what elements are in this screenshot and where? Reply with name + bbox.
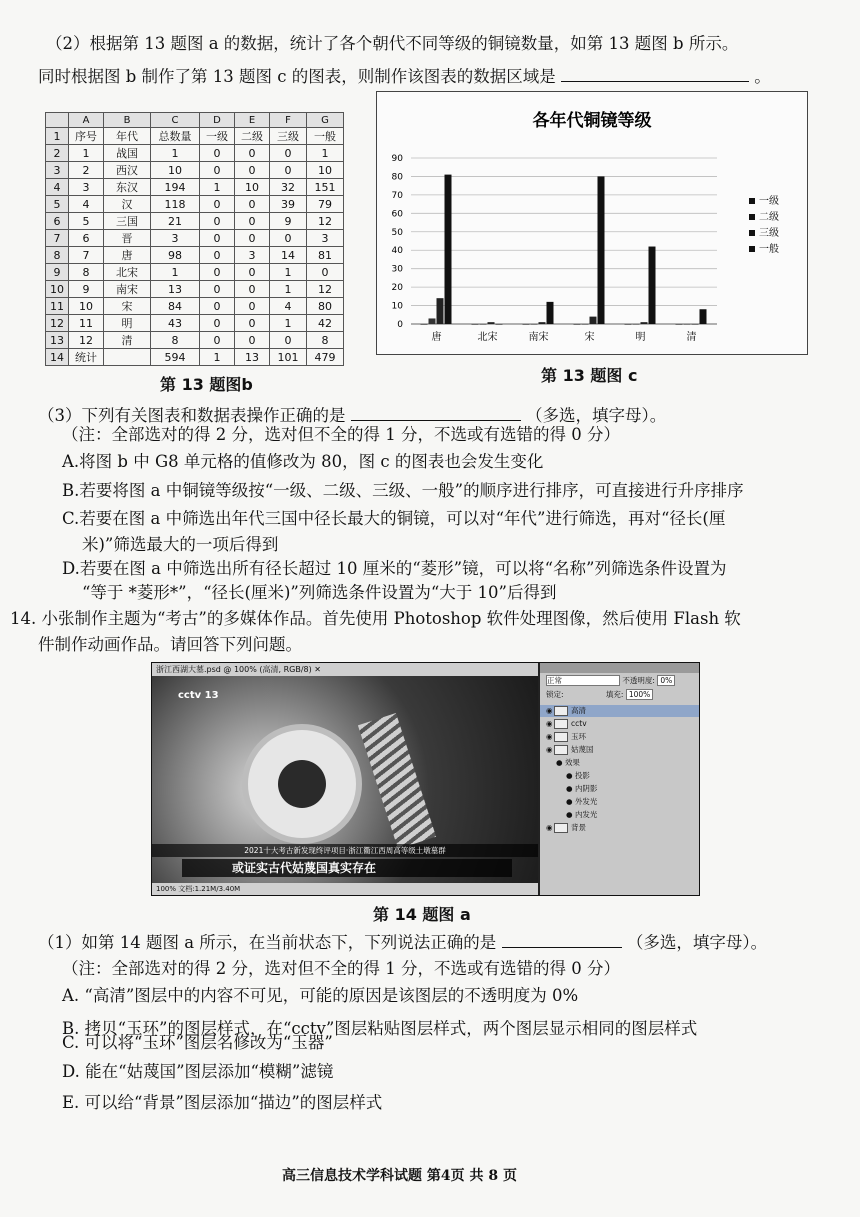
table-cell[interactable]: 12 <box>69 332 104 349</box>
y-tick-label: 90 <box>391 154 403 164</box>
table-cell[interactable]: 81 <box>307 247 344 264</box>
table-cell[interactable]: 4 <box>270 298 307 315</box>
layer-name: 内发光 <box>574 810 598 819</box>
x-tick-label: 北宋 <box>477 332 498 343</box>
column-header[interactable]: D <box>200 113 235 128</box>
table-cell[interactable]: 年代 <box>104 128 151 145</box>
table-row <box>46 162 344 179</box>
bar <box>649 247 656 324</box>
cctv-logo: cctv 13 <box>178 690 219 701</box>
table-cell[interactable]: 39 <box>270 196 307 213</box>
table-cell[interactable]: 1 <box>270 264 307 281</box>
opacity-field[interactable]: 0% <box>657 675 675 686</box>
bar <box>574 324 581 325</box>
layer-name: 效果 <box>564 758 580 767</box>
bar <box>547 302 554 324</box>
q14-part1-stem-end: （多选，填字母）。 <box>626 933 768 952</box>
bar <box>692 324 699 325</box>
bar <box>480 324 487 325</box>
layer-row[interactable] <box>540 757 699 769</box>
bar <box>590 317 597 324</box>
row-number[interactable]: 10 <box>46 281 69 298</box>
q14-option-a: A. “高清”图层中的内容不可见，可能的原因是该图层的不透明度为 0% <box>62 986 579 1005</box>
table-cell[interactable]: 0 <box>307 264 344 281</box>
table-cell[interactable]: 101 <box>270 349 307 366</box>
q13-part3-stem-end: （多选，填字母）。 <box>526 406 667 425</box>
table-cell[interactable]: 0 <box>235 162 270 179</box>
bar <box>488 322 495 324</box>
table-cell[interactable]: 7 <box>69 247 104 264</box>
jade-ring-image <box>242 724 362 844</box>
layer-row[interactable] <box>540 731 699 743</box>
table-cell[interactable]: 0 <box>270 332 307 349</box>
table-cell[interactable]: 宋 <box>104 298 151 315</box>
table-cell[interactable]: 1 <box>151 145 200 162</box>
layer-thumbnail <box>554 745 568 755</box>
table-cell[interactable]: 151 <box>307 179 344 196</box>
document-tab[interactable]: 浙江西湖大墓.psd @ 100% (高清, RGB/8) ✕ <box>152 663 538 676</box>
table-cell[interactable]: 0 <box>200 213 235 230</box>
table-cell[interactable]: 0 <box>200 247 235 264</box>
bead-string-image <box>358 713 436 849</box>
legend-label: 一般 <box>759 244 779 255</box>
layer-name: 玉环 <box>571 732 586 741</box>
table-cell[interactable]: 13 <box>151 281 200 298</box>
table-cell[interactable]: 0 <box>200 196 235 213</box>
row-number[interactable]: 7 <box>46 230 69 247</box>
table-cell[interactable]: 84 <box>151 298 200 315</box>
q13-option-c-line1: C.若要在图 a 中筛选出年代三国中径长最大的铜镜，可以对“年代”进行筛选，再对“径长(厘 <box>62 509 726 528</box>
fill-field[interactable]: 100% <box>626 689 653 700</box>
layer-row[interactable] <box>540 705 699 717</box>
table-row <box>46 264 344 281</box>
table-cell[interactable]: 1 <box>69 145 104 162</box>
table-cell[interactable]: 1 <box>270 281 307 298</box>
table-cell[interactable]: 3 <box>69 179 104 196</box>
q13-part3-note: （注：全部选对的得 2 分，选对但不全的得 1 分，不选或有选错的得 0 分） <box>62 425 620 444</box>
layer-row[interactable] <box>540 783 699 795</box>
effect-bullet-icon: ● <box>556 758 565 767</box>
table-cell[interactable]: 79 <box>307 196 344 213</box>
layer-row[interactable] <box>540 809 699 821</box>
q13-option-d-line2: “等于 *菱形*”，“径长(厘米)”列筛选条件设置为“大于 10”后得到 <box>82 583 557 602</box>
table-cell[interactable]: 0 <box>235 315 270 332</box>
table-cell[interactable]: 1 <box>200 349 235 366</box>
table-cell[interactable]: 13 <box>235 349 270 366</box>
table-cell[interactable]: 三级 <box>270 128 307 145</box>
x-tick-label: 明 <box>635 332 646 343</box>
table-cell[interactable]: 一般 <box>307 128 344 145</box>
table-cell[interactable]: 0 <box>200 298 235 315</box>
table-cell[interactable]: 9 <box>69 281 104 298</box>
table-cell[interactable]: 98 <box>151 247 200 264</box>
table-cell[interactable]: 0 <box>200 264 235 281</box>
column-header[interactable]: C <box>151 113 200 128</box>
table-cell[interactable]: 清 <box>104 332 151 349</box>
table-cell[interactable]: 3 <box>307 230 344 247</box>
column-header-row <box>46 113 344 128</box>
q13-part2-stem: 同时根据图 b 制作了第 13 题图 c 的图表，则制作该图表的数据区域是 <box>38 67 556 86</box>
bar <box>523 324 530 325</box>
row-number[interactable]: 8 <box>46 247 69 264</box>
row-number[interactable]: 4 <box>46 179 69 196</box>
row-number[interactable]: 9 <box>46 264 69 281</box>
layer-row[interactable] <box>540 822 699 834</box>
lock-row <box>540 689 699 701</box>
table-cell[interactable]: 479 <box>307 349 344 366</box>
effect-bullet-icon: ● <box>566 771 575 780</box>
bar <box>641 322 648 324</box>
table-cell[interactable]: 晋 <box>104 230 151 247</box>
status-bar: 100% 文档:1.21M/3.40M <box>152 883 538 895</box>
visibility-eye-icon[interactable]: ◉ <box>546 732 553 741</box>
visibility-eye-icon[interactable]: ◉ <box>546 823 553 832</box>
chart-title: 各年代铜镜等级 <box>532 111 652 131</box>
table-cell[interactable]: 0 <box>200 315 235 332</box>
table-cell[interactable]: 3 <box>151 230 200 247</box>
table-cell[interactable]: 21 <box>151 213 200 230</box>
effect-bullet-icon: ● <box>566 810 575 819</box>
row-number[interactable]: 6 <box>46 213 69 230</box>
row-number[interactable]: 11 <box>46 298 69 315</box>
bar <box>598 176 605 324</box>
blend-mode-select[interactable]: 正常 <box>546 675 620 686</box>
table-cell[interactable]: 42 <box>307 315 344 332</box>
table-cell[interactable]: 二级 <box>235 128 270 145</box>
table-row <box>46 128 344 145</box>
bar <box>684 324 691 325</box>
table-cell[interactable]: 0 <box>200 332 235 349</box>
bar <box>700 309 707 324</box>
q13-part2-end: 。 <box>754 67 771 86</box>
row-number[interactable]: 3 <box>46 162 69 179</box>
table-cell[interactable]: 0 <box>235 264 270 281</box>
table-cell[interactable]: 1 <box>151 264 200 281</box>
column-header[interactable]: G <box>307 113 344 128</box>
y-tick-label: 70 <box>391 190 403 201</box>
table-row <box>46 315 344 332</box>
y-tick-label: 40 <box>391 246 403 257</box>
table-row <box>46 230 344 247</box>
q13-option-b: B.若要将图 a 中铜镜等级按“一级、二级、三级、一般”的顺序进行排序，可直接进行升序排序 <box>62 481 744 500</box>
column-header[interactable]: A <box>69 113 104 128</box>
table-row <box>46 247 344 264</box>
row-number[interactable]: 13 <box>46 332 69 349</box>
table-cell[interactable]: 1 <box>270 315 307 332</box>
q14-part1-note: （注：全部选对的得 2 分，选对但不全的得 1 分，不选或有选错的得 0 分） <box>62 959 620 978</box>
legend-swatch <box>749 230 755 236</box>
q13-part2-line2 <box>38 63 771 88</box>
table-cell[interactable]: 10 <box>235 179 270 196</box>
table-cell[interactable]: 10 <box>307 162 344 179</box>
column-header[interactable]: F <box>270 113 307 128</box>
bar <box>531 324 538 325</box>
q14-option-d: D. 能在“姑蔑国”图层添加“模糊”滤镜 <box>62 1062 334 1081</box>
table-cell[interactable]: 1 <box>307 145 344 162</box>
answer-blank[interactable] <box>561 63 749 82</box>
q14-intro-line1: 14. 小张制作主题为“考古”的多媒体作品。首先使用 Photoshop 软件处理图像，然后使用 Flash 软 <box>10 609 741 628</box>
table-cell[interactable]: 东汉 <box>104 179 151 196</box>
table-cell[interactable]: 12 <box>307 281 344 298</box>
effect-bullet-icon: ● <box>566 797 575 806</box>
bar <box>437 298 444 324</box>
table-cell[interactable]: 北宋 <box>104 264 151 281</box>
y-tick-label: 30 <box>391 264 403 275</box>
table-cell[interactable]: 1 <box>200 179 235 196</box>
table-cell[interactable]: 0 <box>235 281 270 298</box>
table-cell[interactable]: 0 <box>270 145 307 162</box>
table-cell[interactable]: 0 <box>235 230 270 247</box>
table-cell[interactable]: 0 <box>200 281 235 298</box>
page-footer: 高三信息技术学科试题 第4页 共 8 页 <box>282 1168 517 1184</box>
table-row <box>46 298 344 315</box>
legend-label: 一级 <box>759 196 779 207</box>
layer-name: 高清 <box>571 706 586 715</box>
column-header[interactable]: E <box>235 113 270 128</box>
layer-thumbnail <box>554 719 568 729</box>
table-cell[interactable]: 0 <box>270 162 307 179</box>
legend-label: 二级 <box>759 212 779 223</box>
q13-part2-line1: （2）根据第 13 题图 a 的数据，统计了各个朝代不同等级的铜镜数量，如第 13 题图 b 所示。 <box>46 34 739 53</box>
spreadsheet-table <box>45 112 344 366</box>
table-cell[interactable]: 5 <box>69 213 104 230</box>
layer-row[interactable] <box>540 718 699 730</box>
table-cell[interactable]: 0 <box>235 196 270 213</box>
table-cell[interactable]: 6 <box>69 230 104 247</box>
corner-cell[interactable] <box>46 113 69 128</box>
table-cell[interactable]: 总数量 <box>151 128 200 145</box>
q14-option-e: E. 可以给“背景”图层添加“描边”的图层样式 <box>62 1093 383 1112</box>
y-tick-label: 20 <box>391 283 403 294</box>
news-headline: 或证实古代姑蔑国真实存在 <box>182 859 512 877</box>
figure-14a-caption: 第 14 题图 a <box>373 905 471 924</box>
q14-option-b: B. 拷贝“玉环”的图层样式，在“cctv”图层粘贴图层样式，两个图层显示相同的图层样式 <box>62 1019 698 1038</box>
bar <box>676 324 683 325</box>
image-canvas <box>152 676 538 883</box>
table-cell[interactable]: 3 <box>235 247 270 264</box>
bar <box>445 175 452 324</box>
table-cell[interactable]: 0 <box>235 298 270 315</box>
table-cell[interactable]: 10 <box>151 162 200 179</box>
row-number[interactable]: 1 <box>46 128 69 145</box>
layer-row[interactable] <box>540 796 699 808</box>
figure-b-caption: 第 13 题图b <box>160 375 253 394</box>
visibility-eye-icon[interactable]: ◉ <box>546 719 553 728</box>
news-ticker: 2021十大考古新发现终评项目·浙江衢江西周高等级土墩墓群 <box>152 844 538 857</box>
table-cell[interactable]: 32 <box>270 179 307 196</box>
q13-option-c-line2: 米)”筛选最大的一项后得到 <box>82 535 279 554</box>
table-cell[interactable]: 2 <box>69 162 104 179</box>
table-cell[interactable]: 43 <box>151 315 200 332</box>
layer-thumbnail <box>554 823 568 833</box>
table-cell[interactable]: 0 <box>200 162 235 179</box>
table-cell[interactable]: 80 <box>307 298 344 315</box>
table-cell[interactable]: 11 <box>69 315 104 332</box>
row-number[interactable]: 12 <box>46 315 69 332</box>
table-row <box>46 281 344 298</box>
y-tick-label: 10 <box>391 301 403 312</box>
q14-part1-stem: （1）如第 14 题图 a 所示，在当前状态下，下列说法正确的是 <box>38 933 497 952</box>
table-row <box>46 179 344 196</box>
row-number[interactable]: 14 <box>46 349 69 366</box>
table-cell[interactable]: 14 <box>270 247 307 264</box>
q14-intro-line2: 件制作动画作品。请回答下列问题。 <box>38 635 302 654</box>
row-number[interactable]: 5 <box>46 196 69 213</box>
photoshop-screenshot <box>151 662 700 896</box>
panel-tab[interactable] <box>540 663 699 673</box>
legend-swatch <box>749 246 755 252</box>
layer-row[interactable] <box>540 770 699 782</box>
table-cell[interactable]: 8 <box>69 264 104 281</box>
table-cell[interactable]: 8 <box>307 332 344 349</box>
table-cell[interactable]: 西汉 <box>104 162 151 179</box>
q14-option-c: C. 可以将“玉环”图层名修改为“玉器” <box>62 1033 333 1052</box>
table-cell[interactable]: 汉 <box>104 196 151 213</box>
table-cell[interactable]: 三国 <box>104 213 151 230</box>
bar <box>496 324 503 325</box>
table-cell[interactable]: 118 <box>151 196 200 213</box>
opacity-label: 不透明度: <box>622 676 655 685</box>
table-cell[interactable]: 594 <box>151 349 200 366</box>
chart-svg <box>377 92 807 354</box>
layer-name: 背景 <box>571 823 586 832</box>
layers-panel <box>540 663 699 895</box>
table-cell[interactable]: 8 <box>151 332 200 349</box>
layer-thumbnail <box>554 732 568 742</box>
table-cell[interactable]: 0 <box>235 145 270 162</box>
figure-c-caption: 第 13 题图 c <box>541 366 638 385</box>
bar-chart <box>376 91 808 355</box>
answer-blank[interactable] <box>502 929 622 948</box>
legend-label: 三级 <box>759 228 779 239</box>
table-row <box>46 196 344 213</box>
table-cell[interactable]: 一级 <box>200 128 235 145</box>
layer-name: 外发光 <box>574 797 598 806</box>
table-row <box>46 213 344 230</box>
table-row <box>46 145 344 162</box>
bar <box>421 324 428 325</box>
table-cell[interactable]: 0 <box>235 332 270 349</box>
x-tick-label: 清 <box>686 332 697 343</box>
table-cell[interactable]: 0 <box>200 145 235 162</box>
row-number[interactable]: 2 <box>46 145 69 162</box>
x-tick-label: 宋 <box>584 332 595 343</box>
table-cell[interactable]: 0 <box>270 230 307 247</box>
blend-row <box>540 675 699 687</box>
table-cell[interactable]: 10 <box>69 298 104 315</box>
answer-blank[interactable] <box>351 402 521 421</box>
effect-bullet-icon: ● <box>566 784 575 793</box>
table-cell[interactable]: 统计 <box>69 349 104 366</box>
legend-swatch <box>749 198 755 204</box>
bar <box>429 318 436 324</box>
layer-thumbnail <box>554 706 568 716</box>
layer-name: cctv <box>571 719 587 728</box>
q13-option-a: A.将图 b 中 G8 单元格的值修改为 80，图 c 的图表也会发生变化 <box>62 452 544 471</box>
table-cell[interactable]: 194 <box>151 179 200 196</box>
table-cell[interactable]: 唐 <box>104 247 151 264</box>
visibility-eye-icon[interactable]: ◉ <box>546 706 553 715</box>
layer-row[interactable] <box>540 744 699 756</box>
legend-swatch <box>749 214 755 220</box>
bar <box>582 324 589 325</box>
lock-label: 锁定: <box>546 690 564 699</box>
bar <box>539 322 546 324</box>
table-cell[interactable]: 南宋 <box>104 281 151 298</box>
table-cell[interactable]: 9 <box>270 213 307 230</box>
bar <box>472 324 479 325</box>
table-cell[interactable]: 序号 <box>69 128 104 145</box>
y-tick-label: 60 <box>391 209 403 220</box>
table-row <box>46 332 344 349</box>
table-cell[interactable]: 明 <box>104 315 151 332</box>
table-cell[interactable]: 12 <box>307 213 344 230</box>
table-cell[interactable] <box>104 349 151 366</box>
bar <box>633 324 640 325</box>
y-tick-label: 80 <box>391 172 403 183</box>
table-cell[interactable]: 4 <box>69 196 104 213</box>
x-tick-label: 唐 <box>431 332 442 343</box>
visibility-eye-icon[interactable]: ◉ <box>546 745 553 754</box>
table-cell[interactable]: 0 <box>200 230 235 247</box>
table-cell[interactable]: 0 <box>235 213 270 230</box>
column-header[interactable]: B <box>104 113 151 128</box>
table-row <box>46 349 344 366</box>
bar <box>625 324 632 325</box>
fill-label: 填充: <box>605 690 624 699</box>
y-tick-label: 50 <box>391 227 403 238</box>
table-cell[interactable]: 战国 <box>104 145 151 162</box>
y-tick-label: 0 <box>397 320 403 330</box>
q14-part1-stem-line <box>38 929 767 954</box>
layer-name: 内阴影 <box>574 784 598 793</box>
x-tick-label: 南宋 <box>528 332 549 343</box>
layer-name: 姑蔑国 <box>571 745 594 754</box>
q13-part3-stem: （3）下列有关图表和数据表操作正确的是 <box>38 406 346 425</box>
layer-name: 投影 <box>574 771 590 780</box>
q13-option-d-line1: D.若要在图 a 中筛选出所有径长超过 10 厘米的“菱形”镜，可以将“名称”列筛选条件设置为 <box>62 559 727 578</box>
